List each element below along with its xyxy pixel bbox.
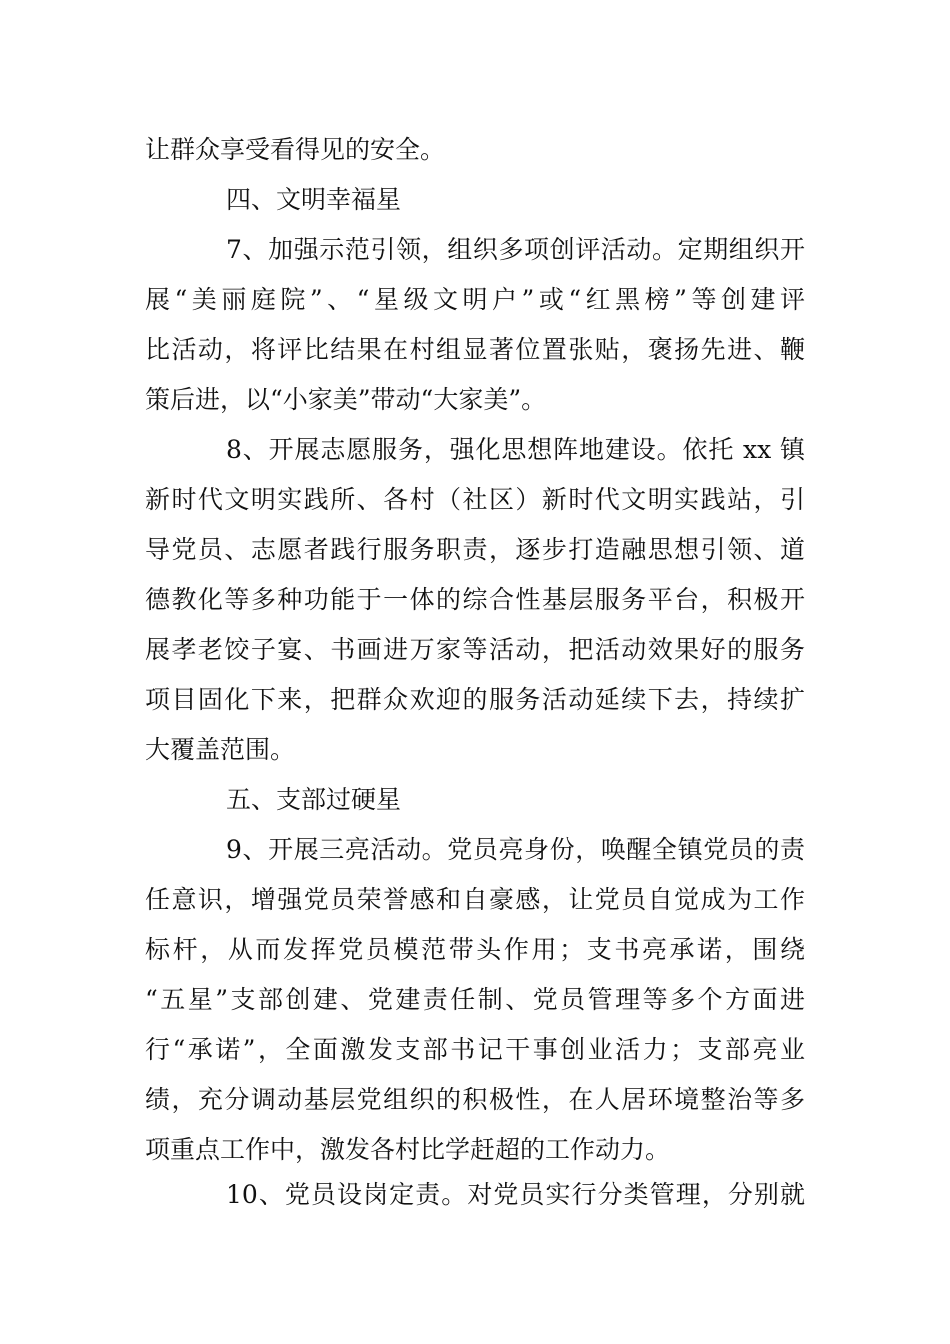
text-line: 8、开展志愿服务，强化思想阵地建设。依托 xx 镇 (226, 435, 805, 464)
text-line: 展“美丽庭院”、“星级文明户”或“红黑榜”等创建评 (145, 285, 805, 314)
text-line: 行“承诺”，全面激发支部书记干事创业活力；支部亮业 (145, 1035, 805, 1064)
text-line: “五星”支部创建、党建责任制、党员管理等多个方面进 (145, 985, 805, 1014)
text-line: 新时代文明实践所、各村（社区）新时代文明实践站，引 (145, 485, 805, 514)
text-line: 策后进，以“小家美”带动“大家美”。 (145, 385, 547, 414)
text-line: 四、文明幸福星 (226, 185, 402, 214)
text-line: 9、开展三亮活动。党员亮身份，唤醒全镇党员的责 (226, 835, 805, 864)
text-line: 7、加强示范引领，组织多项创评活动。定期组织开 (226, 235, 805, 264)
text-line: 标杆，从而发挥党员模范带头作用；支书亮承诺，围绕 (145, 935, 805, 964)
text-line: 10、党员设岗定责。对党员实行分类管理，分别就 (226, 1180, 805, 1209)
text-line: 展孝老饺子宴、书画进万家等活动，把活动效果好的服务 (145, 635, 805, 664)
text-line: 任意识，增强党员荣誉感和自豪感，让党员自觉成为工作 (145, 885, 805, 914)
text-line: 五、支部过硬星 (226, 785, 402, 814)
text-line: 德教化等多种功能于一体的综合性基层服务平台，积极开 (145, 585, 805, 614)
text-line: 导党员、志愿者践行服务职责，逐步打造融思想引领、道 (145, 535, 805, 564)
text-line: 大覆盖范围。 (145, 735, 296, 764)
text-line: 绩，充分调动基层党组织的积极性，在人居环境整治等多 (145, 1085, 805, 1114)
text-line: 比活动，将评比结果在村组显著位置张贴，褒扬先进、鞭 (145, 335, 805, 364)
text-line: 让群众享受看得见的安全。 (145, 135, 446, 164)
text-line: 项目固化下来，把群众欢迎的服务活动延续下去，持续扩 (145, 685, 805, 714)
text-line: 项重点工作中，激发各村比学赶超的工作动力。 (145, 1135, 671, 1164)
